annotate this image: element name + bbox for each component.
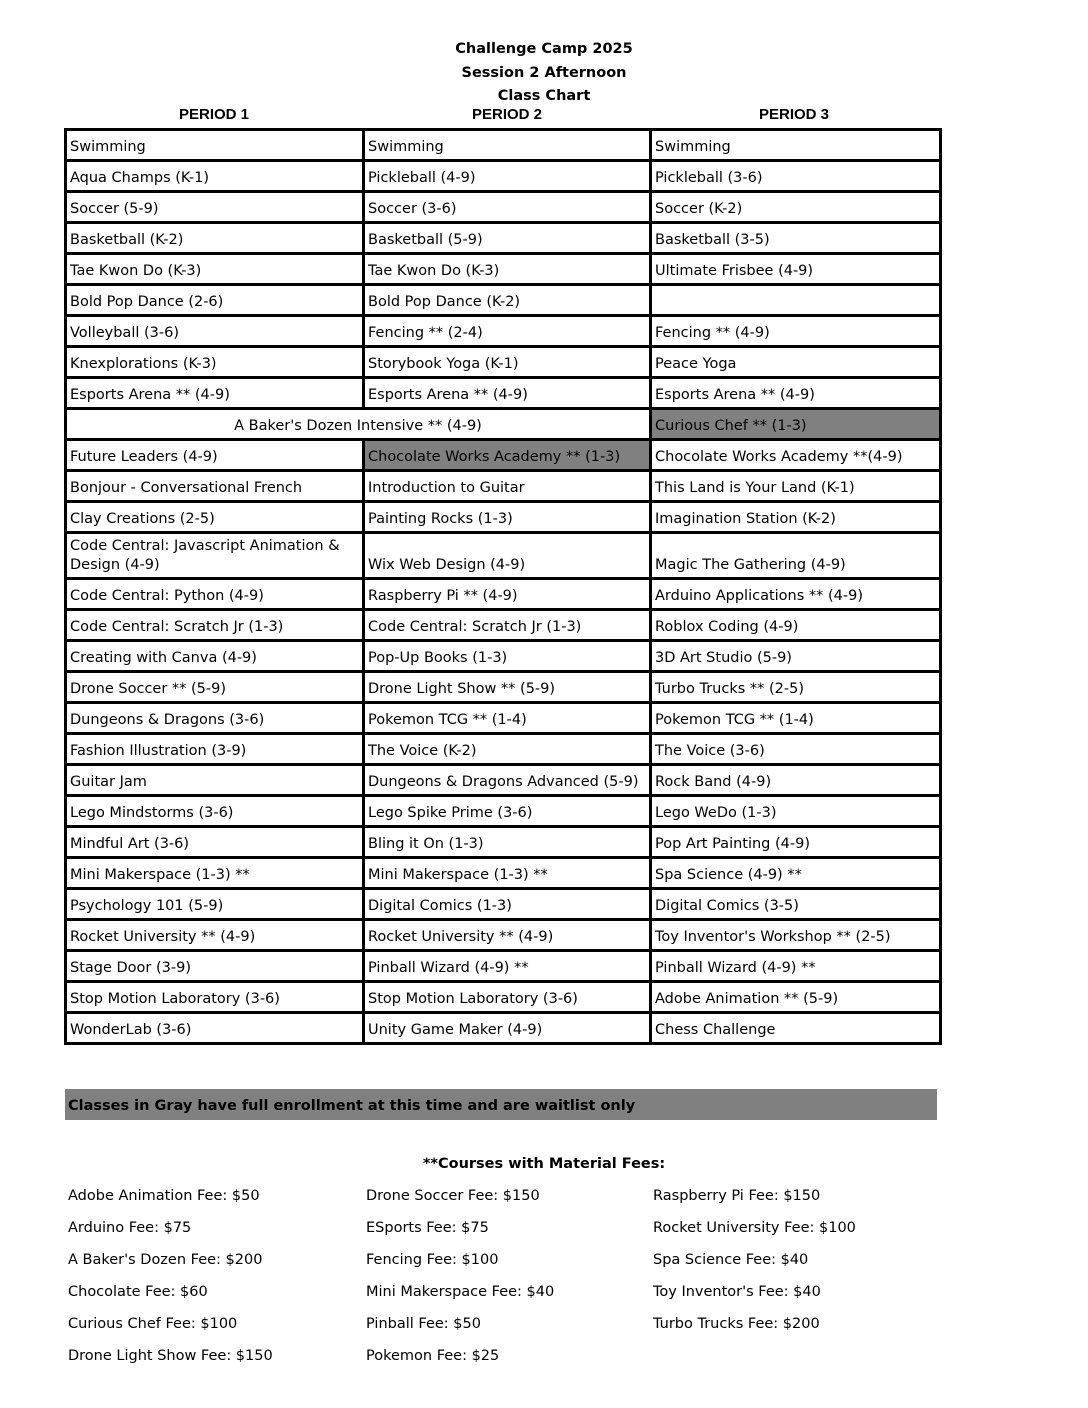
waitlist-class-cell: Chocolate Works Academy ** (1-3) bbox=[364, 440, 651, 471]
class-cell: Storybook Yoga (K-1) bbox=[364, 347, 651, 378]
table-row bbox=[66, 703, 941, 734]
fee-item: A Baker's Dozen Fee: $200 bbox=[68, 1252, 263, 1268]
class-cell: Soccer (3-6) bbox=[364, 192, 651, 223]
class-cell: The Voice (3-6) bbox=[651, 734, 941, 765]
table-row bbox=[66, 1013, 941, 1044]
class-cell: Drone Light Show ** (5-9) bbox=[364, 672, 651, 703]
class-cell: Code Central: Python (4-9) bbox=[66, 579, 364, 610]
class-cell: Fencing ** (2-4) bbox=[364, 316, 651, 347]
class-cell: Creating with Canva (4-9) bbox=[66, 641, 364, 672]
class-cell: This Land is Your Land (K-1) bbox=[651, 471, 941, 502]
fee-item: Spa Science Fee: $40 bbox=[653, 1252, 809, 1268]
table-row bbox=[66, 951, 941, 982]
class-cell: Clay Creations (2-5) bbox=[66, 502, 364, 533]
table-row bbox=[66, 827, 941, 858]
table-row bbox=[66, 440, 941, 471]
fee-item: Pinball Fee: $50 bbox=[366, 1316, 481, 1332]
fee-item: Chocolate Fee: $60 bbox=[68, 1284, 208, 1300]
class-cell: Code Central: Scratch Jr (1-3) bbox=[364, 610, 651, 641]
class-cell: Esports Arena ** (4-9) bbox=[651, 378, 941, 409]
class-cell: Pinball Wizard (4-9) ** bbox=[364, 951, 651, 982]
table-row bbox=[66, 672, 941, 703]
table-row bbox=[66, 502, 941, 533]
waitlist-class-cell: Curious Chef ** (1-3) bbox=[651, 409, 941, 440]
fee-item: Mini Makerspace Fee: $40 bbox=[366, 1284, 555, 1300]
fee-item: Fencing Fee: $100 bbox=[366, 1252, 499, 1268]
class-cell: Dungeons & Dragons (3-6) bbox=[66, 703, 364, 734]
class-cell: 3D Art Studio (5-9) bbox=[651, 641, 941, 672]
table-row bbox=[66, 254, 941, 285]
class-cell: Magic The Gathering (4-9) bbox=[651, 533, 941, 579]
table-row bbox=[66, 471, 941, 502]
fee-item: Rocket University Fee: $100 bbox=[653, 1220, 856, 1236]
class-cell: Toy Inventor's Workshop ** (2-5) bbox=[651, 920, 941, 951]
class-cell: Soccer (5-9) bbox=[66, 192, 364, 223]
class-cell: Pop Art Painting (4-9) bbox=[651, 827, 941, 858]
class-cell: Lego WeDo (1-3) bbox=[651, 796, 941, 827]
class-cell: Raspberry Pi ** (4-9) bbox=[364, 579, 651, 610]
class-cell: Unity Game Maker (4-9) bbox=[364, 1013, 651, 1044]
class-cell: Code Central: Scratch Jr (1-3) bbox=[66, 610, 364, 641]
class-cell: Turbo Trucks ** (2-5) bbox=[651, 672, 941, 703]
table-row bbox=[66, 579, 941, 610]
fee-item: Drone Soccer Fee: $150 bbox=[366, 1188, 540, 1204]
table-row bbox=[66, 796, 941, 827]
table-row bbox=[66, 610, 941, 641]
class-cell: Spa Science (4-9) ** bbox=[651, 858, 941, 889]
class-cell: Basketball (3-5) bbox=[651, 223, 941, 254]
class-cell: Code Central: Javascript Animation & Design (4-9) bbox=[66, 533, 364, 579]
class-cell: Fashion Illustration (3-9) bbox=[66, 734, 364, 765]
table-row bbox=[66, 734, 941, 765]
class-cell: Bling it On (1-3) bbox=[364, 827, 651, 858]
fee-item: Arduino Fee: $75 bbox=[68, 1220, 192, 1236]
table-row bbox=[66, 641, 941, 672]
class-cell: Pokemon TCG ** (1-4) bbox=[651, 703, 941, 734]
fee-item: Turbo Trucks Fee: $200 bbox=[653, 1316, 820, 1332]
fee-item: Adobe Animation Fee: $50 bbox=[68, 1188, 260, 1204]
table-row bbox=[66, 920, 941, 951]
fee-item: Toy Inventor's Fee: $40 bbox=[653, 1284, 821, 1300]
class-cell: Introduction to Guitar bbox=[364, 471, 651, 502]
period-1-header: PERIOD 1 bbox=[178, 106, 250, 123]
class-cell: Psychology 101 (5-9) bbox=[66, 889, 364, 920]
class-cell: Tae Kwon Do (K-3) bbox=[66, 254, 364, 285]
class-cell: Adobe Animation ** (5-9) bbox=[651, 982, 941, 1013]
class-cell: Wix Web Design (4-9) bbox=[364, 533, 651, 579]
table-row bbox=[66, 889, 941, 920]
fee-item: ESports Fee: $75 bbox=[366, 1220, 489, 1236]
table-row bbox=[66, 192, 941, 223]
class-cell: Ultimate Frisbee (4-9) bbox=[651, 254, 941, 285]
class-cell: Stop Motion Laboratory (3-6) bbox=[364, 982, 651, 1013]
intensive-class-cell: A Baker's Dozen Intensive ** (4-9) bbox=[66, 409, 651, 440]
chart-title: Class Chart bbox=[497, 88, 591, 104]
session-title: Session 2 Afternoon bbox=[461, 65, 627, 81]
class-cell: Lego Mindstorms (3-6) bbox=[66, 796, 364, 827]
class-cell: Roblox Coding (4-9) bbox=[651, 610, 941, 641]
class-cell: Esports Arena ** (4-9) bbox=[66, 378, 364, 409]
class-cell-empty bbox=[651, 285, 941, 316]
class-cell: Pickleball (4-9) bbox=[364, 161, 651, 192]
class-cell: Bonjour - Conversational French bbox=[66, 471, 364, 502]
class-cell: Bold Pop Dance (K-2) bbox=[364, 285, 651, 316]
class-cell: Swimming bbox=[651, 130, 941, 161]
class-cell: Dungeons & Dragons Advanced (5-9) bbox=[364, 765, 651, 796]
class-cell: Lego Spike Prime (3-6) bbox=[364, 796, 651, 827]
class-cell: Pickleball (3-6) bbox=[651, 161, 941, 192]
class-cell: Mini Makerspace (1-3) ** bbox=[66, 858, 364, 889]
class-cell: Swimming bbox=[364, 130, 651, 161]
class-cell: Tae Kwon Do (K-3) bbox=[364, 254, 651, 285]
class-cell: Stop Motion Laboratory (3-6) bbox=[66, 982, 364, 1013]
class-cell: Chocolate Works Academy **(4-9) bbox=[651, 440, 941, 471]
table-row bbox=[66, 982, 941, 1013]
table-row bbox=[66, 409, 941, 440]
class-cell: Digital Comics (3-5) bbox=[651, 889, 941, 920]
table-row bbox=[66, 347, 941, 378]
class-cell: The Voice (K-2) bbox=[364, 734, 651, 765]
class-cell: Pinball Wizard (4-9) ** bbox=[651, 951, 941, 982]
class-cell: Guitar Jam bbox=[66, 765, 364, 796]
class-cell: Aqua Champs (K-1) bbox=[66, 161, 364, 192]
class-cell: Peace Yoga bbox=[651, 347, 941, 378]
table-row bbox=[66, 130, 941, 161]
period-3-header: PERIOD 3 bbox=[758, 106, 830, 123]
class-cell: Digital Comics (1-3) bbox=[364, 889, 651, 920]
class-cell: Bold Pop Dance (2-6) bbox=[66, 285, 364, 316]
class-cell: Volleyball (3-6) bbox=[66, 316, 364, 347]
class-cell: Rock Band (4-9) bbox=[651, 765, 941, 796]
class-cell: Pop-Up Books (1-3) bbox=[364, 641, 651, 672]
waitlist-legend: Classes in Gray have full enrollment at this time and are waitlist only bbox=[65, 1089, 937, 1120]
class-cell: Rocket University ** (4-9) bbox=[364, 920, 651, 951]
class-cell: Soccer (K-2) bbox=[651, 192, 941, 223]
class-cell: Knexplorations (K-3) bbox=[66, 347, 364, 378]
class-cell: Fencing ** (4-9) bbox=[651, 316, 941, 347]
table-row bbox=[66, 858, 941, 889]
class-cell: Pokemon TCG ** (1-4) bbox=[364, 703, 651, 734]
fee-item: Pokemon Fee: $25 bbox=[366, 1348, 500, 1364]
table-row bbox=[66, 378, 941, 409]
class-cell: Mini Makerspace (1-3) ** bbox=[364, 858, 651, 889]
fee-item: Raspberry Pi Fee: $150 bbox=[653, 1188, 821, 1204]
table-row bbox=[66, 285, 941, 316]
table-row bbox=[66, 316, 941, 347]
table-row bbox=[66, 533, 941, 579]
class-cell: Arduino Applications ** (4-9) bbox=[651, 579, 941, 610]
class-cell: Imagination Station (K-2) bbox=[651, 502, 941, 533]
table-row bbox=[66, 161, 941, 192]
class-cell: Chess Challenge bbox=[651, 1013, 941, 1044]
fee-item: Drone Light Show Fee: $150 bbox=[68, 1348, 273, 1364]
class-chart-table bbox=[64, 128, 942, 1045]
class-cell: Drone Soccer ** (5-9) bbox=[66, 672, 364, 703]
class-cell: Basketball (5-9) bbox=[364, 223, 651, 254]
class-cell: Basketball (K-2) bbox=[66, 223, 364, 254]
class-cell: Mindful Art (3-6) bbox=[66, 827, 364, 858]
class-cell: Future Leaders (4-9) bbox=[66, 440, 364, 471]
fee-item: Curious Chef Fee: $100 bbox=[68, 1316, 238, 1332]
table-row bbox=[66, 765, 941, 796]
camp-title: Challenge Camp 2025 bbox=[455, 41, 633, 57]
table-row bbox=[66, 223, 941, 254]
class-cell: Rocket University ** (4-9) bbox=[66, 920, 364, 951]
period-2-header: PERIOD 2 bbox=[471, 106, 543, 123]
material-fees-title: **Courses with Material Fees: bbox=[422, 1156, 666, 1172]
class-cell: WonderLab (3-6) bbox=[66, 1013, 364, 1044]
class-cell: Painting Rocks (1-3) bbox=[364, 502, 651, 533]
class-cell: Swimming bbox=[66, 130, 364, 161]
class-cell: Esports Arena ** (4-9) bbox=[364, 378, 651, 409]
class-cell: Stage Door (3-9) bbox=[66, 951, 364, 982]
